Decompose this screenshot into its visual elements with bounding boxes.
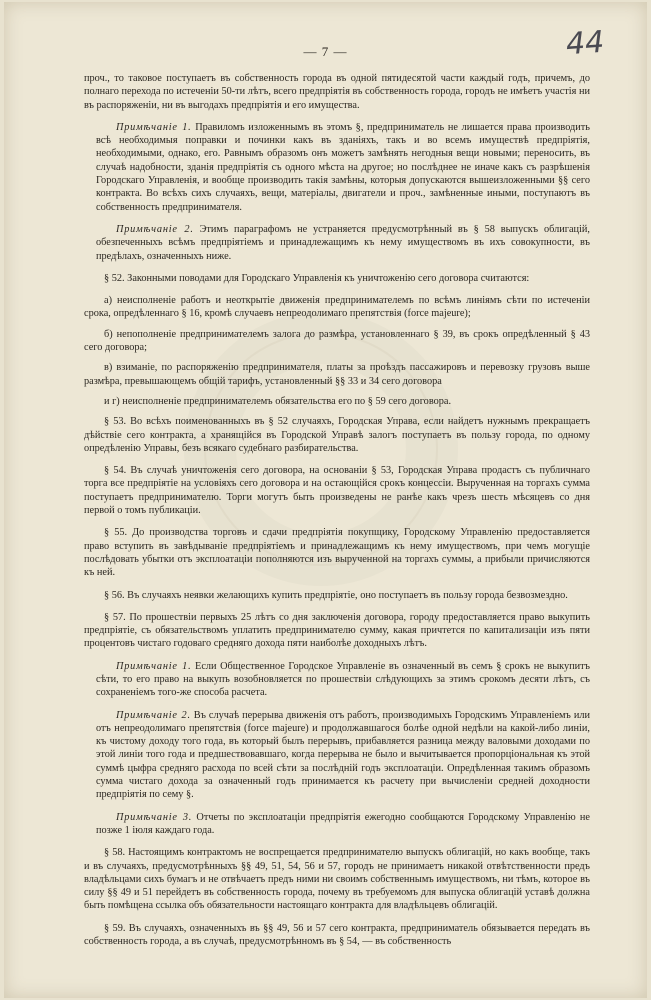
note-paragraph: Примѣчаніе 1. Если Общественное Городское Управленіе въ означенный въ семъ § срокъ не выкупитъ сѣти, то его право на выкупъ возобновляется по прошествіи слѣдующихъ за этимъ срокомъ десяти лѣтъ, съ сохраненіемъ того-же способа расчета.: [96, 660, 590, 699]
list-item-a: а) неисполненіе работъ и неоткрытіе движенія предпринимателемъ по всѣмъ линіямъ сѣти по истеченіи срока, опредѣленнаго § 16, кромѣ случаевъ непреодолимаго препятствія (force majeure);: [84, 295, 590, 320]
list-item-g: и г) неисполненіе предпринимателемъ обязательства его по § 59 сего договора.: [104, 395, 452, 407]
section-55: § 55. До производства торговъ и сдачи предпріятія покупщику, Городскому Управленію предоставляется право вступить въ завѣдываніе предпріятіемъ и принадлежащимъ къ нему имуществомъ, при чемъ могущіе послѣдовать убытки отъ эксплоатаціи пополняются изъ вырученной на торгахъ суммы, а прибыли причисляются къ ней.: [84, 527, 590, 579]
note-label: Примѣчаніе 2.: [116, 709, 191, 721]
page-number: — 7 —: [303, 44, 348, 59]
paragraph-continuation: проч., то таковое поступаетъ въ собственность города въ одной пятидесятой части каждый годъ, причемъ, до полнаго перехода по истеченіи 50-ти лѣтъ, всего предпріятія въ собственность города, городъ не имѣетъ участія ни въ распоряженіи, ни въ выгодахъ предпріятія и его имущества.: [84, 73, 590, 111]
handwritten-folio-number: 44: [564, 24, 606, 63]
document-body: [84, 72, 590, 957]
document-page: [4, 2, 647, 998]
note-label: Примѣчаніе 1.: [116, 121, 192, 133]
section-59: § 59. Въ случаяхъ, означенныхъ въ §§ 49, 56 и 57 сего контракта, предприниматель обязывается передать въ собственность города, а въ случаѣ, предусмотрѣнномъ въ § 54, — въ собственность: [84, 922, 590, 948]
note-label: Примѣчаніе 3.: [116, 811, 193, 823]
note-label: Примѣчаніе 2.: [116, 223, 194, 235]
note-paragraph: Примѣчаніе 1. Правиломъ изложеннымъ въ этомъ §, предприниматель не лишается права производить всѣ необходимыя поправки и починки какъ въ зданіяхъ, такъ и во всемъ имуществѣ предпріятія, необходимыми, однако, его. Равнымъ образомъ онъ можетъ замѣнять негодныя вещи новыми; переносить, въ случаѣ надобности, зданія предпріятія съ одного мѣста на другое; но послѣднее не иначе какъ съ разрѣшенія Городскаго Управленія, и вообще производить такія замѣны, которыя допускаются вышеизложенными §§ сего контракта. Во всѣхъ сихъ случаяхъ, вещи, матеріалы, двигатели и проч., замѣненные иными, поступаютъ въ собственность предпринимателя.: [96, 121, 591, 213]
note-label: Примѣчаніе 1.: [116, 660, 192, 672]
note-paragraph: Примѣчаніе 3. Отчеты по эксплоатаціи предпріятія ежегодно сообщаются Городскому Управленію не позже 1 іюля каждаго года.: [96, 811, 590, 836]
section-57: § 57. По прошествіи первыхъ 25 лѣтъ со дня заключенія договора, городу предоставляется право выкупить предпріятіе, съ обязательствомъ уплатить предпринимателю сумму, какая причтется по капитализаціи изъ пяти процентовъ чистаго годоваго средняго дохода пяти наиболѣе доходныхъ лѣтъ.: [84, 611, 590, 650]
section-53: § 53. Во всѣхъ поименованныхъ въ § 52 случаяхъ, Городская Управа, если найдетъ нужнымъ прекращаетъ дѣйствіе сего контракта, а хранящійся въ Городской Управѣ залогъ поступаетъ въ пользу города, по одному опредѣленію Управы, безъ всякаго судебнаго разбирательства.: [84, 416, 590, 454]
section-52: § 52. Законными поводами для Городскаго Управленія къ уничтоженію сего договора считаются:: [104, 272, 530, 284]
section-58: § 58. Настоящимъ контрактомъ не воспрещается предпринимателю выпускъ облигацій, но какъ вообще, такъ и въ случаяхъ, предусмотрѣнныхъ §§ 49, 51, 54, 56 и 57, городъ не принимаетъ никакой отвѣтственности предъ владѣльцами сихъ бумагъ и не отвѣчаетъ предъ ними ни своимъ собственнымъ имуществомъ, ни тѣмъ, которое въ силу §§ 49 и 51 перейдетъ въ собственность города, почему въ требуемомъ для выпуска облигацій уставѣ должна быть помѣщена ссылка объ обязательности настоящаго контракта для владѣльцевъ облигацій.: [84, 847, 590, 912]
section-54: § 54. Въ случаѣ уничтоженія сего договора, на основаніи § 53, Городская Управа продастъ съ публичнаго торга все предпріятіе на условіяхъ сего договора и на остающійся срокъ концессіи. Вырученная на торгахъ сумма поступаетъ предпринимателю. Торги могутъ быть произведены не ранѣе какъ чрезъ шесть мѣсяцевъ со дня первой о томъ публикаціи.: [84, 465, 590, 517]
note-paragraph: Примѣчаніе 2. Этимъ параграфомъ не устраняется предусмотрѣнный въ § 58 выпускъ облигацій, обезпеченныхъ всѣмъ предпріятіемъ и принадлежащимъ къ нему имуществомъ въ ихъ совокупности, въ предѣлахъ, означенныхъ ниже.: [96, 223, 590, 262]
section-56: § 56. Въ случаяхъ неявки желающихъ купить предпріятіе, оно поступаетъ въ пользу города безвозмездно.: [104, 589, 568, 601]
list-item-b: б) непополненіе предпринимателемъ залога до размѣра, установленнаго § 39, въ срокъ опредѣленный § 43 сего договора;: [84, 328, 590, 354]
list-item-v: в) взиманіе, по распоряженію предпринимателя, платы за проѣздъ пассажировъ и перевозку грузовъ выше размѣра, превышающемъ общій тарифъ, установленный §§ 33 и 34 сего договора: [84, 362, 590, 387]
note-paragraph: Примѣчаніе 2. Въ случаѣ перерыва движенія отъ работъ, производимыхъ Городскимъ Управленіемъ или отъ непреодолимаго препятствія (force majeure) и продолжавшагося болѣе одной недѣли на какой-либо линіи, къ чистому доходу того года, въ который былъ перерывъ, прибавляется разница между валовыми доходами по этой линіи того года и предшествовавшаго, когда перерыва не было и вычитывается пропорціональная къ этой суммѣ цыфра средняго расхода по всей сѣти за послѣдній годъ эксплоатаціи. Опредѣленная такимъ образомъ сумма чистаго дохода за означенный годъ принимается къ расчету при вычисленіи средней доходности предпріятія по сему §.: [96, 709, 590, 801]
